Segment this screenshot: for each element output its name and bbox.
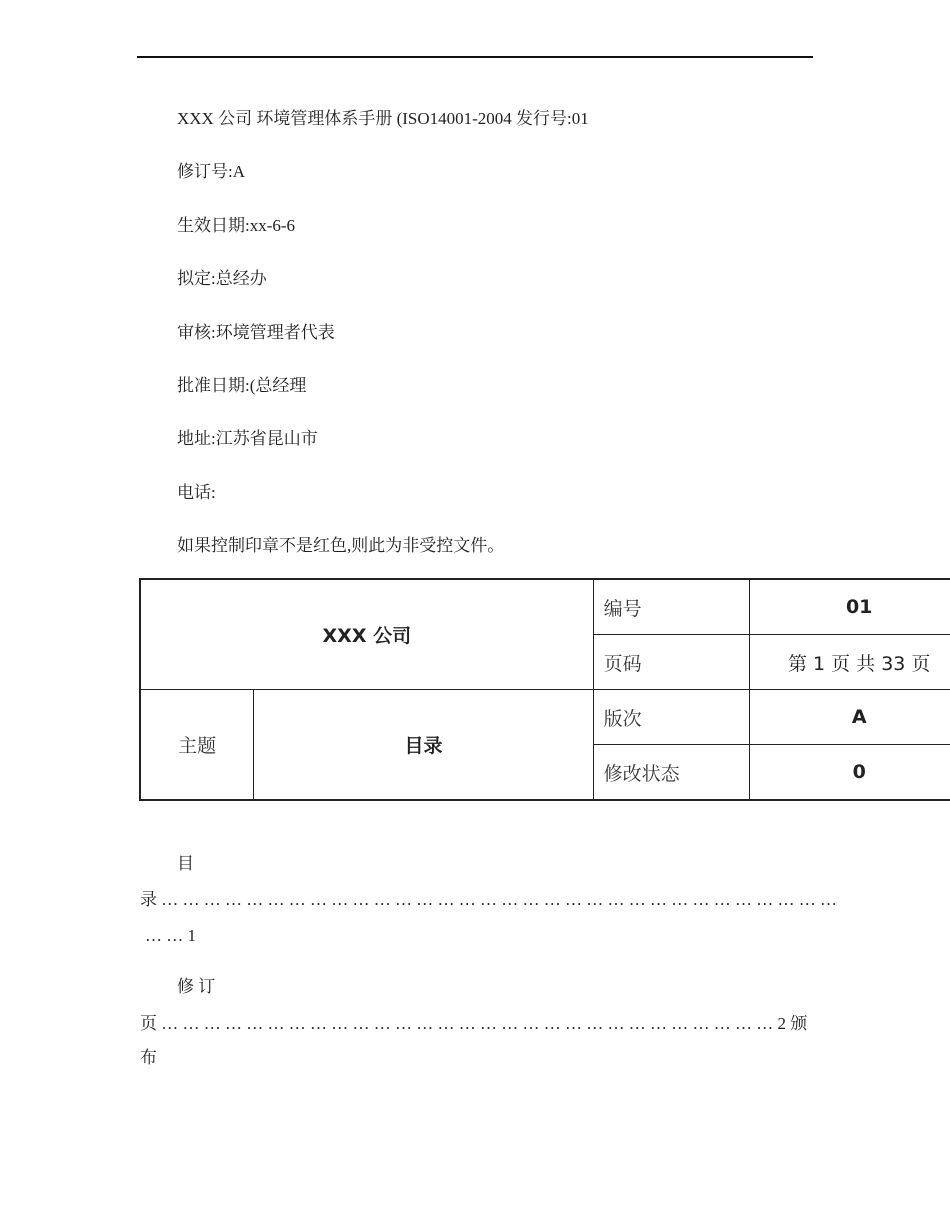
drafted-by-line: 拟定:总经办	[177, 269, 267, 288]
page-number-label: 页码	[593, 635, 750, 690]
reviewed-by-line: 审核:环境管理者代表	[177, 323, 335, 342]
address-line: 地址:江苏省昆山市	[177, 429, 318, 448]
header-rule	[137, 56, 813, 58]
edition-value: A	[750, 690, 950, 745]
effective-date-line: 生效日期:xx-6-6	[177, 216, 296, 235]
toc-entry-revision-heading: 修 订	[177, 977, 216, 996]
doc-number-label: 编号	[593, 579, 750, 635]
approval-date-line: 批准日期:(总经理	[177, 376, 307, 395]
document-header-table	[139, 578, 950, 801]
toc-entry-contents-page: … … 1	[145, 926, 196, 945]
edition-label: 版次	[593, 690, 750, 745]
revision-line: 修订号:A	[177, 162, 245, 181]
toc-entry-issue-continued: 布	[140, 1048, 157, 1067]
toc-entry-contents-heading: 目	[177, 854, 194, 873]
topic-label-cell: 主题	[140, 690, 254, 801]
page-number-value: 第 1 页 共 33 页	[750, 635, 950, 690]
toc-entry-contents-line: 录 … … … … … … … … … … … … … … … … … … … … … … … … … … … … … … … …	[140, 890, 837, 909]
phone-line: 电话:	[177, 483, 216, 502]
revision-status-value: 0	[750, 745, 950, 801]
topic-value-cell: 目录	[254, 690, 593, 801]
revision-status-label: 修改状态	[593, 745, 750, 801]
toc-entry-revision-line: 页 … … … … … … … … … … … … … … … … … … … … … … … … … … … … … 2 颁	[140, 1014, 808, 1033]
control-notice-line: 如果控制印章不是红色,则此为非受控文件。	[177, 536, 505, 555]
company-name-cell: XXX 公司	[140, 579, 593, 690]
doc-number-value: 01	[750, 579, 950, 635]
manual-title-line: XXX 公司 环境管理体系手册 (ISO14001-2004 发行号:01	[177, 109, 589, 128]
